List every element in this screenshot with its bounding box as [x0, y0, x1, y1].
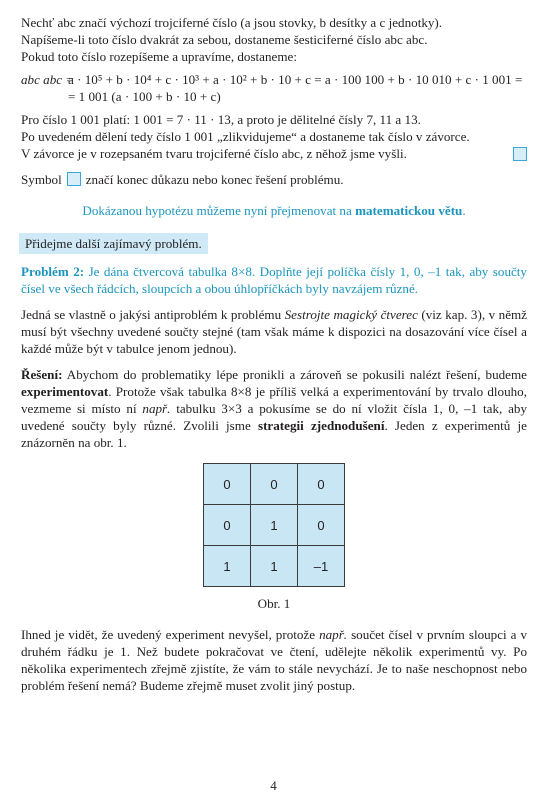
equation-rhs-line-1: a · 10⁵ + b · 10⁴ + c · 10³ + a · 10² + b · 10 + c = a · 100 100 + b · 10 010 + c · 1 001 =: [68, 72, 523, 87]
intro-line-1: Nechť abc značí výchozí trojciferné číslo (a jsou stovky, b desítky a c jednotky).: [21, 15, 443, 30]
figure-caption: Obr. 1: [257, 596, 291, 611]
grid-cell: 0: [204, 464, 251, 505]
final-i1: např.: [319, 627, 348, 642]
final-t2: součet čísel v prvním sloupci a v druhém řádku je 1. Než budete pokračovat ve čtení, udělejte několik experimentů vy. Po několika experimentech zřejmě zjistíte, že vám to stále nevychází. Je to naše neschopnost nebo problém řešení nemá? Budeme zřejmě muset zvolit jiný postup.: [21, 627, 528, 693]
intro-line-2: Napíšeme-li toto číslo dvakrát za sebou, dostaneme šesticiferné číslo abc abc.: [21, 32, 428, 47]
solution-b1: experimentovat: [21, 384, 109, 399]
antiproblem-paragraph: [21, 306, 527, 357]
grid-cell: 0: [298, 505, 345, 546]
page-number: 4: [270, 778, 277, 793]
solution-t4: . Jeden z experimentů je znázorněn na obr. 1.: [21, 418, 527, 450]
symbol-note: [21, 171, 527, 188]
final-t1: Ihned je vidět, že uvedený experiment nevyšel, protože: [21, 627, 316, 642]
divisibility-line-3-text: V závorce je v rozepsaném tvaru trojciferné číslo abc, z něhož jsme vyšli.: [21, 146, 407, 161]
grid-row: [204, 546, 345, 587]
grid-row: [204, 464, 345, 505]
problem-text: Je dána čtvercová tabulka 8×8. Doplňte její políčka čísly 1, 0, –1 tak, aby součty čísel ve všech řádcích, sloupcích a obou úhlopříčkách byly navzájem různé.: [21, 264, 527, 296]
experiment-grid: [203, 463, 345, 587]
divisibility-line-3: [21, 145, 527, 162]
intro-line-3: Pokud toto číslo rozepíšeme a upravíme, dostaneme:: [21, 49, 297, 64]
figure-1: [21, 463, 527, 587]
grid-cell: 1: [251, 546, 298, 587]
symbol-note-before: Symbol: [21, 172, 62, 187]
solution-paragraph: [21, 366, 527, 451]
page-content: [21, 14, 527, 694]
hypothesis-line: [21, 202, 527, 219]
antiproblem-italic: Sestrojte magický čtverec: [284, 307, 418, 322]
grid-cell: –1: [298, 546, 345, 587]
solution-b2: strategii zjednodušení: [257, 418, 385, 433]
equation: [21, 71, 527, 88]
final-paragraph: [21, 626, 527, 694]
solution-label: Řešení:: [21, 367, 63, 382]
grid-cell: 0: [204, 505, 251, 546]
problem-label: Problém 2:: [21, 264, 85, 279]
equation-rhs-line-2: = 1 001 (a · 100 + b · 10 + c): [68, 89, 221, 104]
equation-lhs: abc abc =: [21, 72, 75, 87]
problem-statement: [21, 263, 527, 297]
solution-i1: např.: [142, 401, 171, 416]
grid-row: [204, 505, 345, 546]
solution-t2: . Protože však tabulka 8×8 je příliš velká a experimentování by trvalo dlouho, vezmeme si místo ní: [21, 384, 527, 416]
qed-icon: [513, 147, 527, 161]
hypothesis-emphasis: matematickou větu: [355, 203, 463, 218]
grid-cell: 1: [251, 505, 298, 546]
grid-cell: 0: [251, 464, 298, 505]
antiproblem-before: Jedná se vlastně o jakýsi antiproblém k problému: [21, 307, 282, 322]
divisibility-line-2: Po uvedeném dělení tedy číslo 1 001 „zlikvidujeme“ a dostaneme tak číslo v závorce.: [21, 129, 470, 144]
divisibility-line-1: Pro číslo 1 001 platí: 1 001 = 7 · 11 · 13, a proto je dělitelné čísly 7, 11 a 13.: [21, 112, 421, 127]
hypothesis-end: .: [462, 203, 466, 218]
qed-icon: [67, 172, 81, 186]
solution-t1: Abychom do problematiky lépe pronikli a zároveň se pokusili nalézt řešení, budeme: [66, 367, 527, 382]
antiproblem-after: (viz kap. 3), v němž musí být všechny uvedené součty stejné (tam však máme k dispozici na dosazování více čísel a každé může být v tabulce jenom jednou).: [21, 307, 527, 356]
solution-t3: tabulku 3×3 a pokusíme se do ní vložit čísla 1, 0, –1 tak, aby uvedené součty byly různé. Zvolili jsme: [21, 401, 528, 433]
section-banner: Přidejme další zajímavý problém.: [19, 233, 208, 254]
symbol-note-after: značí konec důkazu nebo konec řešení problému.: [85, 172, 344, 187]
grid-cell: 0: [298, 464, 345, 505]
hypothesis-text: Dokázanou hypotézu můžeme nyní přejmenovat na: [82, 203, 352, 218]
grid-cell: 1: [204, 546, 251, 587]
